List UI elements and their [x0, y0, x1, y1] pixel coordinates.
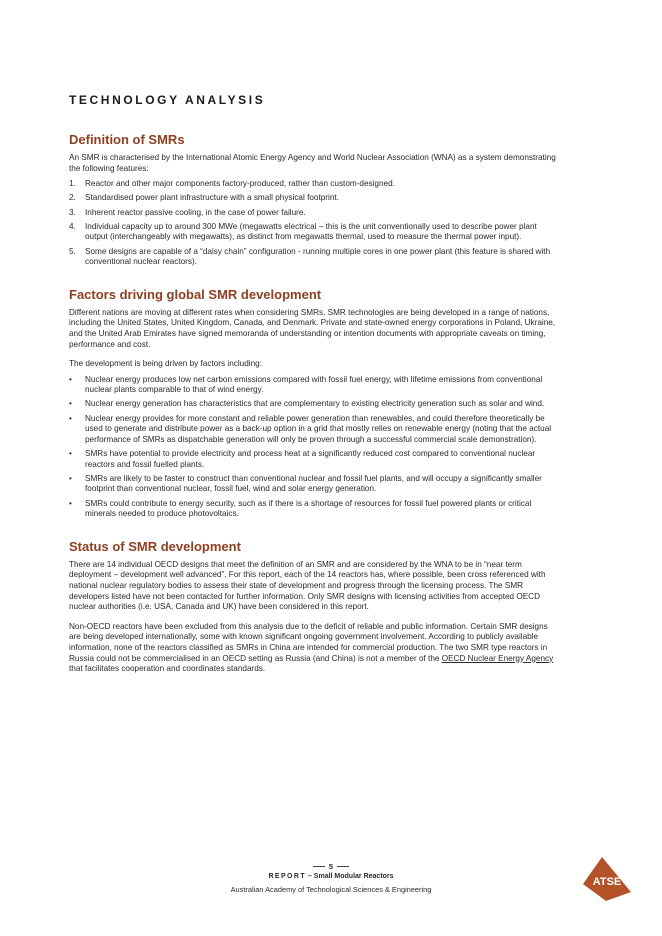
footer-organisation: Australian Academy of Technological Sciences & Engineering — [230, 885, 432, 894]
divider — [337, 866, 349, 867]
list-item — [69, 499, 559, 520]
list-number: 4. — [69, 221, 76, 231]
status-text-after-link: that facilitates cooperation and coordinates standards. — [69, 664, 266, 674]
footer-report-title — [0, 873, 662, 880]
report-label: REPORT — [268, 873, 307, 880]
list-item — [69, 474, 559, 495]
list-item — [69, 414, 559, 446]
list-item-text: Nuclear energy provides for more constant and reliable power generation than renewables, and could therefore theoretically be used to generate and distribute power as a back-up option in a grid that mostly relies on renewable energy (noting that the actual performance of SMRs as dispatchable generation will only be proven through a successful commercial scale demonstration). — [85, 413, 552, 444]
bullet: • — [69, 399, 72, 409]
factors-section — [69, 286, 559, 520]
status-heading: Status of SMR development — [69, 538, 241, 554]
list-item — [69, 208, 559, 219]
definition-intro: An SMR is characterised by the International Atomic Energy Agency and World Nuclear Association (WNA) as a system demonstrating the following features: — [69, 153, 556, 173]
status-paragraph: There are 14 individual OECD designs that meet the definition of an SMR and are considered by the WNA to be in “near term deployment – development well advanced”. For this report, each of the 14 reactors has, where possible, been cross referenced with national nuclear regulatory bodies to assess their state of development and progress through the licensing process. The SMR developers listed have not been contacted for further information. Only SMR designs with licensing activities from accepted OECD nuclear authorities (i.e. USA, Canada and UK) have been considered in this report. — [69, 559, 546, 612]
list-item-text: SMRs are likely to be faster to construct than conventional nuclear and fossil fuel plants, and will occupy a significantly smaller footprint than conventional nuclear, fossil fuel, wind and solar energy generation. — [85, 473, 542, 494]
status-section — [69, 538, 559, 675]
factors-list — [69, 375, 559, 520]
list-item-text: SMRs have potential to provide electricity and process heat at a significantly reduced cost compared to conventional nuclear reactors and fossil fuelled plants. — [85, 449, 536, 469]
oecd-nea-link[interactable]: OECD Nuclear Energy Agency — [441, 653, 554, 663]
list-item — [69, 375, 559, 396]
definition-list — [69, 179, 559, 268]
list-item-text: Nuclear energy produces low net carbon emissions compared with fossil fuel energy, with lifetime emissions from conventional nuclear plants comparable to that of wind energy. — [85, 374, 543, 395]
definition-section — [69, 131, 559, 268]
list-number: 5. — [69, 246, 76, 256]
list-item — [69, 179, 559, 190]
list-item-text: Nuclear energy generation has characteristics that are complementary to existing electricity generation such as solar and wind. — [85, 399, 545, 409]
bullet: • — [69, 374, 72, 384]
status-text-before-link: Non-OECD reactors have been excluded from this analysis due to the deficit of reliable and public information. Certain SMR designs are being developed internationally, some with known significant ongoing government involvement. According to publicly available information, none of the reactors classified as SMRs in China are intended for commercial production. The two SMR type reactors in Russia could not be commercialised in an OECD setting as Russia (and China) is not a member of the — [69, 621, 548, 663]
list-item-text: Reactor and other major components factory-produced, rather than custom-designed. — [85, 179, 395, 189]
page-number-row — [312, 861, 350, 871]
list-number: 1. — [69, 179, 76, 189]
status-paragraph-2 — [69, 622, 559, 675]
main-content — [69, 131, 559, 680]
list-item — [69, 247, 559, 268]
definition-heading: Definition of SMRs — [69, 132, 185, 147]
bullet: • — [69, 473, 72, 483]
list-item — [69, 193, 559, 204]
list-item-text: SMRs could contribute to energy security, such as if there is a shortage of resources for fossil fuel powered plants or critical minerals needed to produce photovoltaics. — [85, 498, 532, 519]
factors-lead-in: The development is being driven by factors including: — [69, 359, 262, 369]
factors-paragraph: Different nations are moving at different rates when considering SMRs. SMR technologies are being developed in a range of nations, including the United States, United Kingdom, Canada, and Denmark. Private and state-owned energy corporations in Poland, Ukraine, and the United Arab Emirates have signed memoranda of understanding or intention documents with appropriate caveats on timing, performance and cost. — [69, 307, 556, 349]
list-item-text: Inherent reactor passive cooling, in the case of power failure. — [85, 207, 306, 217]
factors-heading: Factors driving global SMR development — [69, 286, 322, 302]
bullet: • — [69, 413, 72, 423]
list-item-text: Some designs are capable of a “daisy chain” configuration - running multiple cores in one power plant (this feature is shared with conventional nuclear reactors). — [85, 246, 551, 267]
bullet: • — [69, 449, 72, 459]
list-number: 2. — [69, 193, 76, 203]
report-title: – Small Modular Reactors — [306, 873, 394, 880]
list-item — [69, 399, 559, 410]
list-number: 3. — [69, 207, 76, 217]
list-item — [69, 449, 559, 470]
section-label: TECHNOLOGY ANALYSIS — [69, 93, 266, 107]
list-item — [69, 222, 559, 243]
logo-text: ATSE — [592, 876, 622, 888]
atse-logo-icon — [582, 856, 632, 902]
divider — [313, 866, 325, 867]
page-number: 5 — [328, 861, 334, 871]
list-item-text: Standardised power plant infrastructure with a small physical footprint. — [85, 193, 339, 203]
bullet: • — [69, 498, 72, 508]
list-item-text: Individual capacity up to around 300 MWe (megawatts electrical – this is the unit conventionally used to describe power plant output (interchangeably with megawatts), as distinct from megawatts thermal, used to measure the thermal power input). — [85, 221, 537, 242]
